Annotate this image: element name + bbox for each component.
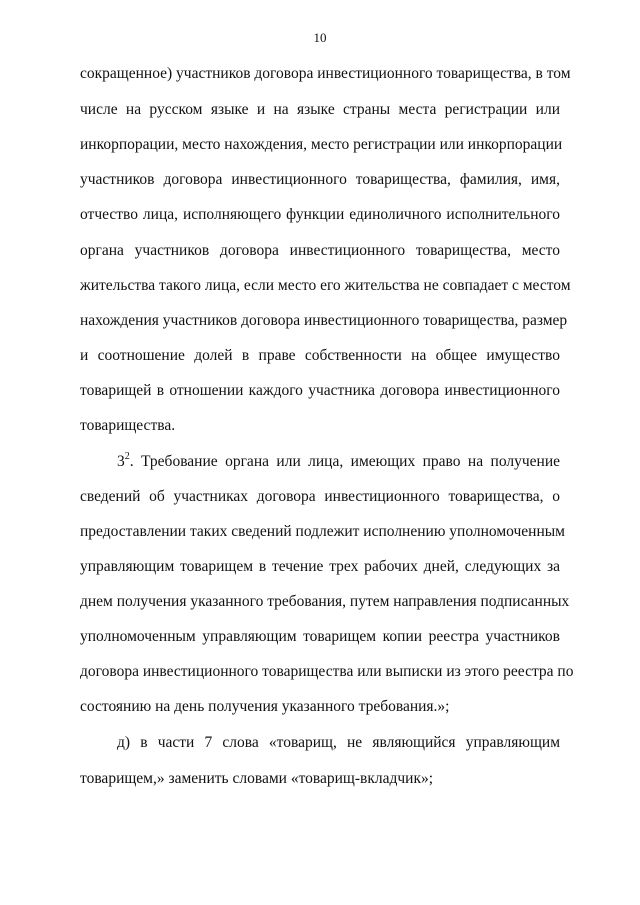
paragraph-line-text: . Требование органа или лица, имеющих право на получение: [129, 453, 560, 470]
paragraph-line: состоянию на день получения указанного требования.»;: [80, 698, 450, 715]
paragraph-line: участников договора инвестиционного товарищества, фамилия, имя,: [80, 171, 560, 188]
paragraph-line: сведений об участниках договора инвестиционного товарищества, о: [80, 488, 560, 505]
item-number: 3: [117, 453, 125, 470]
paragraph-line: договора инвестиционного товарищества или выписки из этого реестра по: [80, 663, 574, 680]
paragraph-line: управляющим товарищем в течение трех рабочих дней, следующих за: [80, 558, 560, 575]
paragraph-first-line: [117, 452, 560, 472]
paragraph-line: органа участников договора инвестиционного товарищества, место: [80, 242, 560, 259]
paragraph-line: товарищем,» заменить словами «товарищ-вкладчик»;: [80, 770, 434, 787]
paragraph-line: днем получения указанного требования, путем направления подписанных: [80, 593, 570, 610]
paragraph-line: и соотношение долей в праве собственности на общее имущество: [80, 347, 560, 364]
paragraph-line: уполномоченным управляющим товарищем копии реестра участников: [80, 628, 560, 645]
page-number: 10: [313, 30, 327, 45]
item-number-superscript: 2: [124, 451, 130, 462]
paragraph-line: сокращенное) участников договора инвестиционного товарищества, в том: [80, 65, 571, 82]
paragraph-line: жительства такого лица, если место его жительства не совпадает с местом: [80, 277, 571, 294]
paragraph-line: отчество лица, исполняющего функции единоличного исполнительного: [80, 206, 560, 223]
paragraph-line: нахождения участников договора инвестиционного товарищества, размер: [80, 312, 568, 329]
paragraph-line: товарищей в отношении каждого участника договора инвестиционного: [80, 382, 560, 399]
paragraph-line: числе на русском языке и на языке страны места регистрации или: [80, 101, 560, 118]
paragraph-line: д) в части 7 слова «товарищ, не являющийся управляющим: [117, 734, 560, 751]
paragraph-line: предоставлении таких сведений подлежит исполнению уполномоченным: [80, 523, 565, 540]
paragraph-line: товарищества.: [80, 417, 176, 434]
paragraph-line: инкорпорации, место нахождения, место регистрации или инкорпорации: [80, 136, 563, 153]
